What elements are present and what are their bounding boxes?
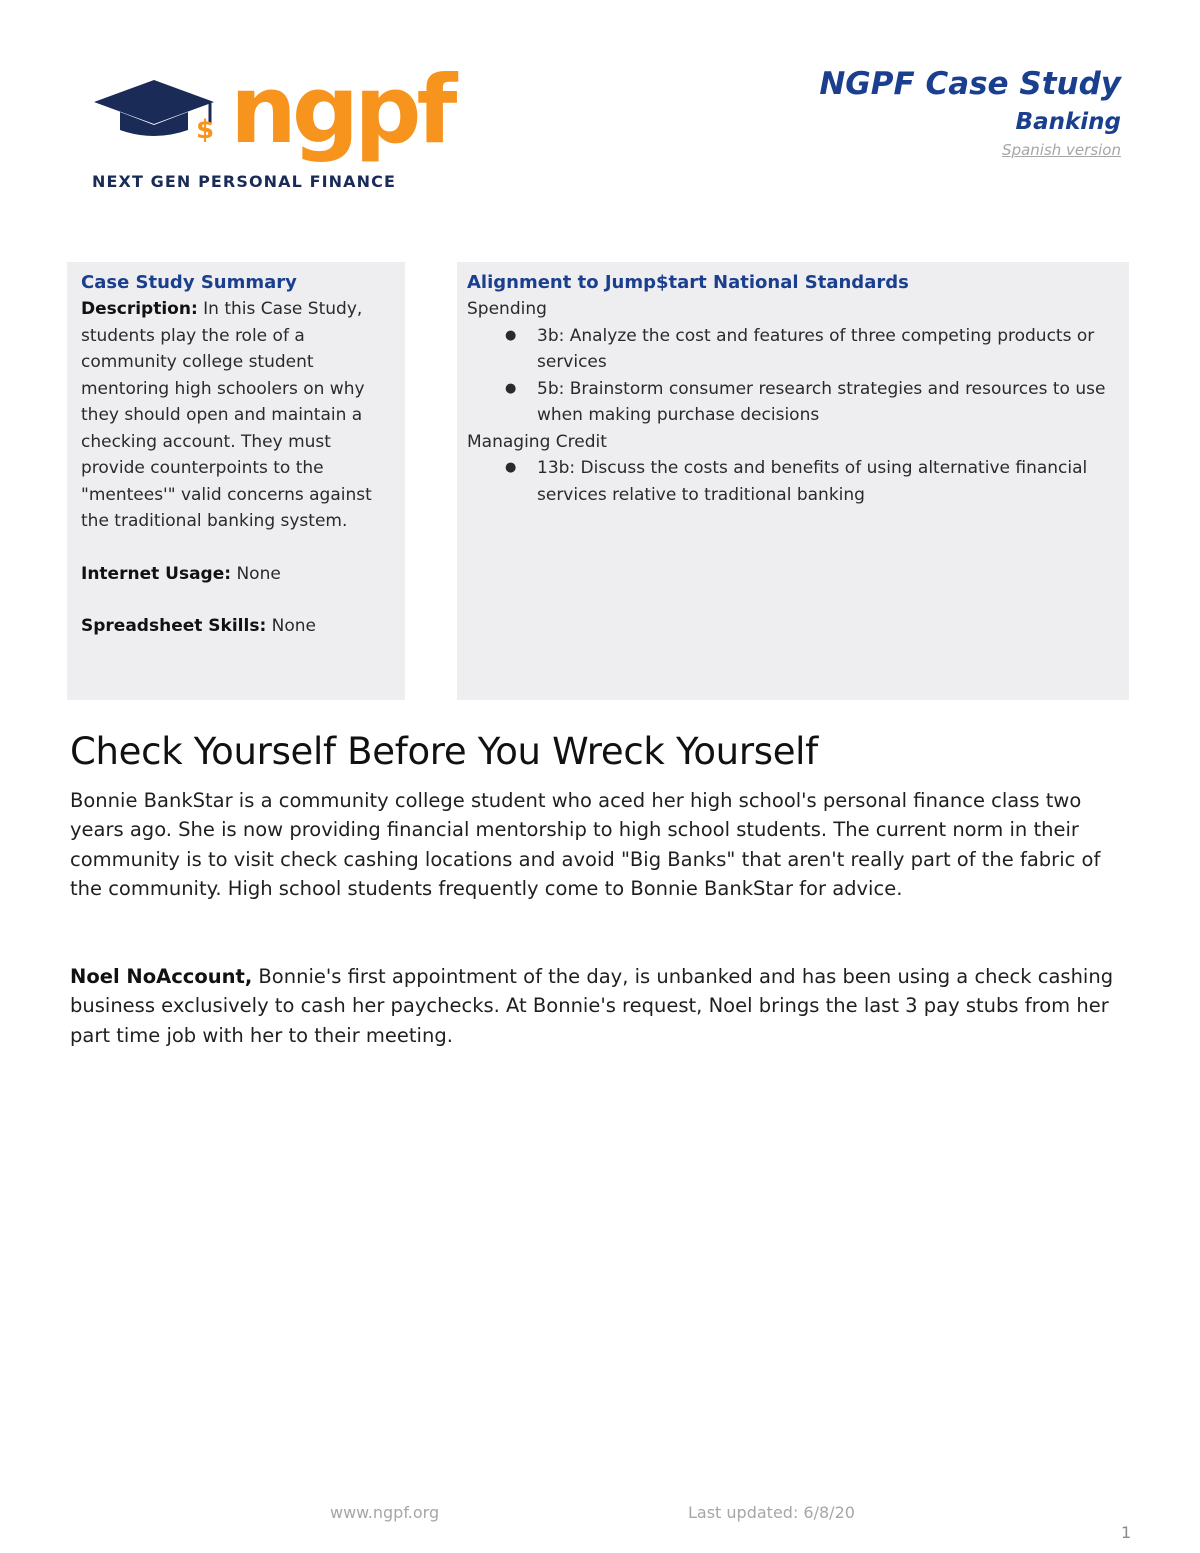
standard-text: 3b: Analyze the cost and features of three competing products or services [537,325,1095,372]
graduation-cap-dollar-icon [92,72,224,142]
page-title: Check Yourself Before You Wreck Yourself [70,730,818,773]
spreadsheet-skills-value: None [266,616,317,636]
page-number: 1 [1121,1523,1132,1542]
noel-paragraph [70,962,1130,1050]
noel-name: Noel NoAccount, [70,965,253,988]
noel-paragraph-text: Bonnie's first appointment of the day, is unbanked and has been using a check cashing business exclusively to cash her paychecks. At Bonnie's request, Noel brings the last 3 pay stubs from her part time job with her to their meeting. [70,965,1114,1047]
standards-group-managing-credit: Managing Credit [467,431,607,452]
case-study-topic: Banking [1015,109,1121,136]
standard-text: 5b: Brainstorm consumer research strategies and resources to use when making purchase decisions [537,378,1106,425]
case-study-title: NGPF Case Study [819,66,1121,102]
description-label: Description: [81,299,198,319]
standard-text: 13b: Discuss the costs and benefits of using alternative financial services relative to traditional banking [537,458,1088,505]
case-study-summary-box [67,262,405,700]
summary-heading: Case Study Summary [81,272,297,293]
bullet-icon: ● [505,380,517,396]
internet-usage [81,561,391,588]
spanish-version-link[interactable]: Spanish version [1002,140,1121,159]
bullet-icon: ● [505,327,517,343]
svg-text:$: $ [196,115,215,142]
list-item [505,376,1115,429]
spending-standards-list [467,323,1115,429]
standards-group-spending: Spending [467,299,547,319]
internet-usage-value: None [231,563,281,584]
intro-paragraph: Bonnie BankStar is a community college student who aced her high school's personal finance class two years ago. She is now providing financial mentorship to high school students. The current norm in their community is to visit check cashing locations and avoid "Big Banks" that aren't really part of the fabric of the community. High school students frequently come to Bonnie BankStar for advice. [70,789,1101,901]
standards-heading: Alignment to Jump$tart National Standards [467,272,909,293]
internet-usage-label: Internet Usage: [81,563,232,584]
ngpf-logo [92,56,453,192]
bullet-icon: ● [505,460,517,475]
standards-alignment-box [457,262,1129,700]
logo-wordmark: ngpf [230,56,453,165]
spreadsheet-skills [81,613,391,640]
footer-website-link[interactable]: www.ngpf.org [330,1503,440,1522]
list-item [505,323,1115,376]
footer-last-updated: Last updated: 6/8/20 [688,1503,855,1522]
spreadsheet-skills-label: Spreadsheet Skills: [81,616,267,636]
list-item [505,455,1115,508]
managing-credit-standards-list [467,455,1115,508]
case-study-header [819,66,1121,159]
description-paragraph [81,296,391,535]
logo-tagline: NEXT GEN PERSONAL FINANCE [92,172,397,191]
description-text: In this Case Study, students play the role of a community college student mentoring high schoolers on why they should open and maintain a checking account. They must provide counterpoints to the "mentees'" valid concerns against the traditional banking system. [81,299,372,531]
